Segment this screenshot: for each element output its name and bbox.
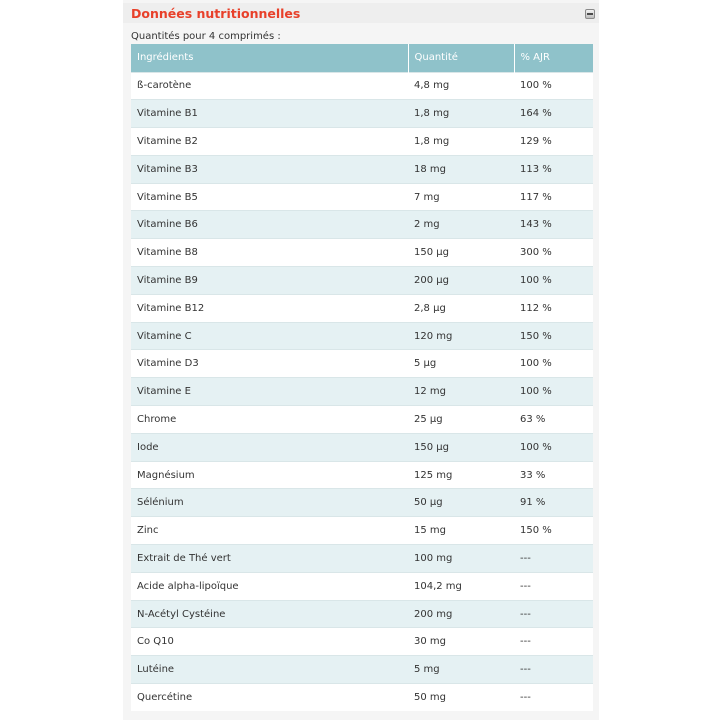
table-row: [131, 322, 593, 350]
cell-quantity: 150 µg: [408, 239, 514, 267]
table-row: [131, 294, 593, 322]
cell-ingredient: Vitamine B3: [131, 155, 408, 183]
cell-ingredient: Extrait de Thé vert: [131, 545, 408, 573]
table-row: [131, 572, 593, 600]
cell-ajr: ---: [514, 656, 593, 684]
cell-quantity: 120 mg: [408, 322, 514, 350]
cell-quantity: 12 mg: [408, 378, 514, 406]
cell-ajr: 63 %: [514, 406, 593, 434]
nutrition-table: [131, 44, 593, 711]
table-row: [131, 656, 593, 684]
table-row: [131, 239, 593, 267]
cell-quantity: 2,8 µg: [408, 294, 514, 322]
table-row: [131, 433, 593, 461]
table-row: [131, 545, 593, 573]
cell-ingredient: Sélénium: [131, 489, 408, 517]
table-row: [131, 211, 593, 239]
cell-quantity: 15 mg: [408, 517, 514, 545]
cell-quantity: 150 µg: [408, 433, 514, 461]
cell-ajr: 164 %: [514, 100, 593, 128]
cell-ingredient: Vitamine B9: [131, 267, 408, 295]
nutrition-panel: [123, 0, 599, 720]
header-ajr: % AJR: [514, 44, 593, 72]
cell-quantity: 50 mg: [408, 684, 514, 712]
table-row: [131, 183, 593, 211]
table-row: [131, 155, 593, 183]
cell-ajr: 100 %: [514, 378, 593, 406]
cell-ingredient: Vitamine E: [131, 378, 408, 406]
cell-ajr: ---: [514, 572, 593, 600]
cell-ajr: ---: [514, 628, 593, 656]
cell-quantity: 7 mg: [408, 183, 514, 211]
cell-quantity: 18 mg: [408, 155, 514, 183]
cell-ingredient: Iode: [131, 433, 408, 461]
table-row: [131, 628, 593, 656]
cell-ingredient: Acide alpha-lipoïque: [131, 572, 408, 600]
cell-ingredient: Vitamine D3: [131, 350, 408, 378]
cell-quantity: 25 µg: [408, 406, 514, 434]
cell-quantity: 200 µg: [408, 267, 514, 295]
cell-ajr: 150 %: [514, 322, 593, 350]
panel-header: [123, 3, 599, 23]
cell-ingredient: Vitamine B12: [131, 294, 408, 322]
cell-ajr: 150 %: [514, 517, 593, 545]
cell-quantity: 100 mg: [408, 545, 514, 573]
cell-ajr: 91 %: [514, 489, 593, 517]
cell-ingredient: Vitamine B8: [131, 239, 408, 267]
cell-ingredient: Vitamine B2: [131, 128, 408, 156]
cell-ingredient: Vitamine B5: [131, 183, 408, 211]
table-row: [131, 100, 593, 128]
table-row: [131, 489, 593, 517]
cell-ingredient: Lutéine: [131, 656, 408, 684]
cell-ingredient: Vitamine B6: [131, 211, 408, 239]
cell-ajr: 113 %: [514, 155, 593, 183]
cell-ajr: 100 %: [514, 267, 593, 295]
table-header-row: [131, 44, 593, 72]
cell-quantity: 125 mg: [408, 461, 514, 489]
cell-quantity: 30 mg: [408, 628, 514, 656]
table-row: [131, 684, 593, 712]
table-row: [131, 378, 593, 406]
cell-quantity: 50 µg: [408, 489, 514, 517]
cell-ajr: 100 %: [514, 350, 593, 378]
minus-icon[interactable]: [585, 9, 595, 19]
cell-quantity: 104,2 mg: [408, 572, 514, 600]
cell-quantity: 2 mg: [408, 211, 514, 239]
cell-ajr: 100 %: [514, 72, 593, 100]
cell-ajr: ---: [514, 600, 593, 628]
cell-quantity: 5 mg: [408, 656, 514, 684]
cell-ingredient: ß-carotène: [131, 72, 408, 100]
cell-ajr: 100 %: [514, 433, 593, 461]
table-row: [131, 350, 593, 378]
cell-ajr: ---: [514, 684, 593, 712]
cell-ingredient: Vitamine C: [131, 322, 408, 350]
cell-ajr: 33 %: [514, 461, 593, 489]
header-quantity: Quantité: [408, 44, 514, 72]
table-row: [131, 461, 593, 489]
table-row: [131, 72, 593, 100]
cell-ingredient: Zinc: [131, 517, 408, 545]
cell-ingredient: Quercétine: [131, 684, 408, 712]
cell-ingredient: N-Acétyl Cystéine: [131, 600, 408, 628]
cell-ingredient: Co Q10: [131, 628, 408, 656]
cell-ajr: 143 %: [514, 211, 593, 239]
quantities-note: Quantités pour 4 comprimés :: [131, 31, 281, 42]
cell-quantity: 1,8 mg: [408, 100, 514, 128]
table-row: [131, 517, 593, 545]
cell-ajr: 112 %: [514, 294, 593, 322]
cell-quantity: 5 µg: [408, 350, 514, 378]
cell-ingredient: Magnésium: [131, 461, 408, 489]
cell-quantity: 4,8 mg: [408, 72, 514, 100]
cell-ingredient: Vitamine B1: [131, 100, 408, 128]
cell-ajr: ---: [514, 545, 593, 573]
cell-ajr: 117 %: [514, 183, 593, 211]
table-row: [131, 267, 593, 295]
panel-title: Données nutritionnelles: [131, 6, 301, 21]
header-ingredient: Ingrédients: [131, 44, 408, 72]
table-row: [131, 600, 593, 628]
cell-ajr: 129 %: [514, 128, 593, 156]
cell-quantity: 1,8 mg: [408, 128, 514, 156]
table-row: [131, 406, 593, 434]
cell-ingredient: Chrome: [131, 406, 408, 434]
cell-quantity: 200 mg: [408, 600, 514, 628]
cell-ajr: 300 %: [514, 239, 593, 267]
table-body: [131, 72, 593, 711]
table-row: [131, 128, 593, 156]
